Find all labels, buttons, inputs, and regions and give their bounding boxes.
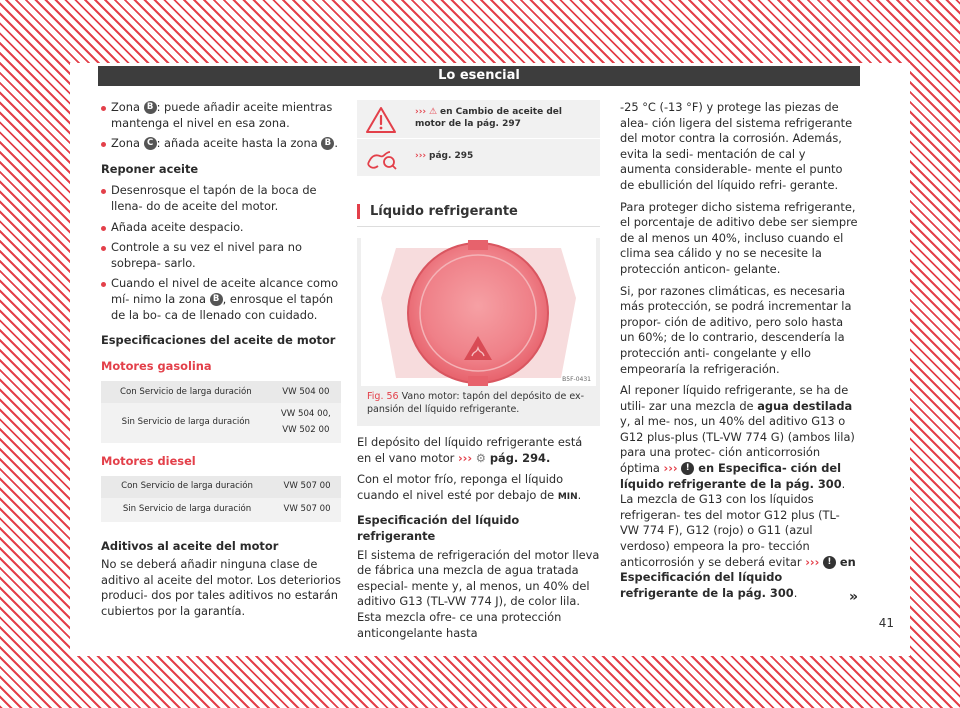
list-item: Controle a su vez el nivel para no sobrepa- sarlo.: [101, 240, 343, 271]
page-reference-link[interactable]: pág. 294.: [485, 450, 551, 465]
alert-icon: !: [681, 462, 694, 475]
column-left: [101, 100, 343, 626]
zone-badge: B: [321, 137, 334, 150]
paragraph: Si, por razones climáticas, es necesaria más protección, se podrá incrementar la propor- ción de aditivo, pero solo hasta un 60%; de lo contrario, descendería la protección anti- congelante y ello empeoraría la refrigeración.: [620, 283, 852, 376]
subheading-gasolina: Motores gasolina: [101, 358, 212, 373]
list-item: Zona C : añada aceite hasta la zona B .: [101, 136, 343, 152]
column-middle: [357, 435, 600, 647]
warning-text-1[interactable]: ››› ⚠ en Cambio de aceite del motor de la pág. 297: [415, 107, 562, 129]
continue-marker: »: [848, 588, 858, 605]
paragraph: El sistema de refrigeración del motor lleva de fábrica una mezcla de agua tratada especial- mente y, al menos, un 40% del aditivo G13 (TL-VW 774 J), de color lila. Esta mezcla ofre- ce una protección anticongelante hasta: [357, 547, 600, 640]
coolant-cap-illustration: [361, 238, 596, 386]
list-item: Desenrosque el tapón de la boca de llena- do de aceite del motor.: [101, 183, 343, 214]
paragraph: -25 °C (-13 °F) y protege las piezas de alea- ción ligera del sistema refrigerante del motor contra la corrosión. Además, evita la sedi- mentación de cal y aumenta considerable- mente el punto de ebullición del líquido refri- gerante.: [620, 100, 853, 192]
svg-text:B5F-0431: B5F-0431: [562, 376, 591, 383]
paragraph: El depósito del líquido refrigerante está en el vano motor ››› ⚙ pág. 294.: [357, 435, 583, 465]
table-row: Sin Servicio de larga duración VW 507 00: [101, 498, 341, 522]
figure-caption: Fig. 56 Vano motor: tapón del depósito de ex- pansión del líquido refrigerante.: [367, 391, 585, 415]
engine-compartment-icon: ⚙: [475, 450, 486, 465]
figure-image: [361, 238, 596, 386]
zone-badge: C: [144, 137, 157, 150]
section-title: Líquido refrigerante: [357, 204, 613, 219]
list-item: Cuando el nivel de aceite alcance como mí- nimo la zona B , enrosque el tapón de la bo- ca de llenado con cuidado.: [101, 276, 343, 323]
figure-box: [357, 238, 600, 426]
paragraph: Al reponer líquido refrigerante, se ha de utili- zar una mezcla de agua destilada y, al me- nos, un 40% del aditivo G13 o G12 plus-plus (TL-VW 774 G) (ambos lila) para una protec- ción anticorrosión óptima ››› ! en Especifica- ción del líquido refrigerante de la pág. 300. La mezcla de G13 con los líquidos refrigeran- tes del motor G12 plus (TL-VW 774 F), G12 (rojo) o G11 (azul verdoso) empeora la pro- tección anticorrosión y se deberá evitar ››› ! en Especificación del líquido refrigerante de la pág. 300. »: [620, 383, 858, 605]
zone-badge: B: [210, 293, 223, 306]
oil-spec-table-diesel: [101, 476, 341, 523]
environment-note-icon: [365, 144, 397, 172]
list-item: Añada aceite despacio.: [101, 220, 343, 236]
oil-spec-table-gasoline: [101, 381, 341, 443]
zone-badge: B: [144, 101, 157, 114]
table-row: Con Servicio de larga duración VW 504 00: [101, 381, 341, 403]
section-divider: [357, 226, 600, 227]
column-right: [620, 100, 858, 607]
subheading-diesel: Motores diesel: [101, 453, 196, 468]
paragraph: Para proteger dicho sistema refrigerante, el porcentaje de aditivo debe ser siempre de al menos un 40%, incluso cuando el clima sea cálido y no se necesite la protección anticon- gelante.: [620, 199, 858, 276]
subheading-aditivos: Aditivos al aceite del motor: [101, 538, 279, 553]
min-marker: MIN: [557, 491, 578, 502]
subheading-specs: Especificaciones del aceite de motor: [101, 333, 336, 348]
warning-text-2[interactable]: ››› pág. 295: [415, 151, 474, 161]
warning-box: [357, 100, 600, 176]
paragraph: No se deberá añadir ninguna clase de aditivo al aceite del motor. Los deteriorios produci- dos por tales aditivos no estarán cubiertos por la garantía.: [101, 557, 341, 619]
page-reference-link[interactable]: en Especificación del líquido refrigerante de la pág. 300: [620, 554, 856, 600]
alert-icon: !: [823, 556, 836, 569]
warning-small-icon: ⚠: [429, 107, 438, 117]
page-reference-link[interactable]: en Especifica- ción del líquido refrigerante de la pág. 300: [620, 461, 842, 491]
page-number: 41: [878, 616, 894, 630]
subheading-coolant-spec: Especificación del líquido refrigerante: [357, 513, 520, 543]
table-row: Sin Servicio de larga duración VW 504 00, VW 502 00: [101, 403, 341, 443]
list-item: Zona B : puede añadir aceite mientras mantenga el nivel en esa zona.: [101, 100, 343, 131]
paragraph: Con el motor frío, reponga el líquido cuando el nivel esté por debajo de MIN.: [357, 472, 582, 502]
section-header: Lo esencial: [98, 66, 860, 86]
table-row: Con Servicio de larga duración VW 507 00: [101, 476, 341, 498]
warning-triangle-icon: [365, 106, 397, 134]
subheading-reponer: Reponer aceite: [101, 161, 199, 176]
